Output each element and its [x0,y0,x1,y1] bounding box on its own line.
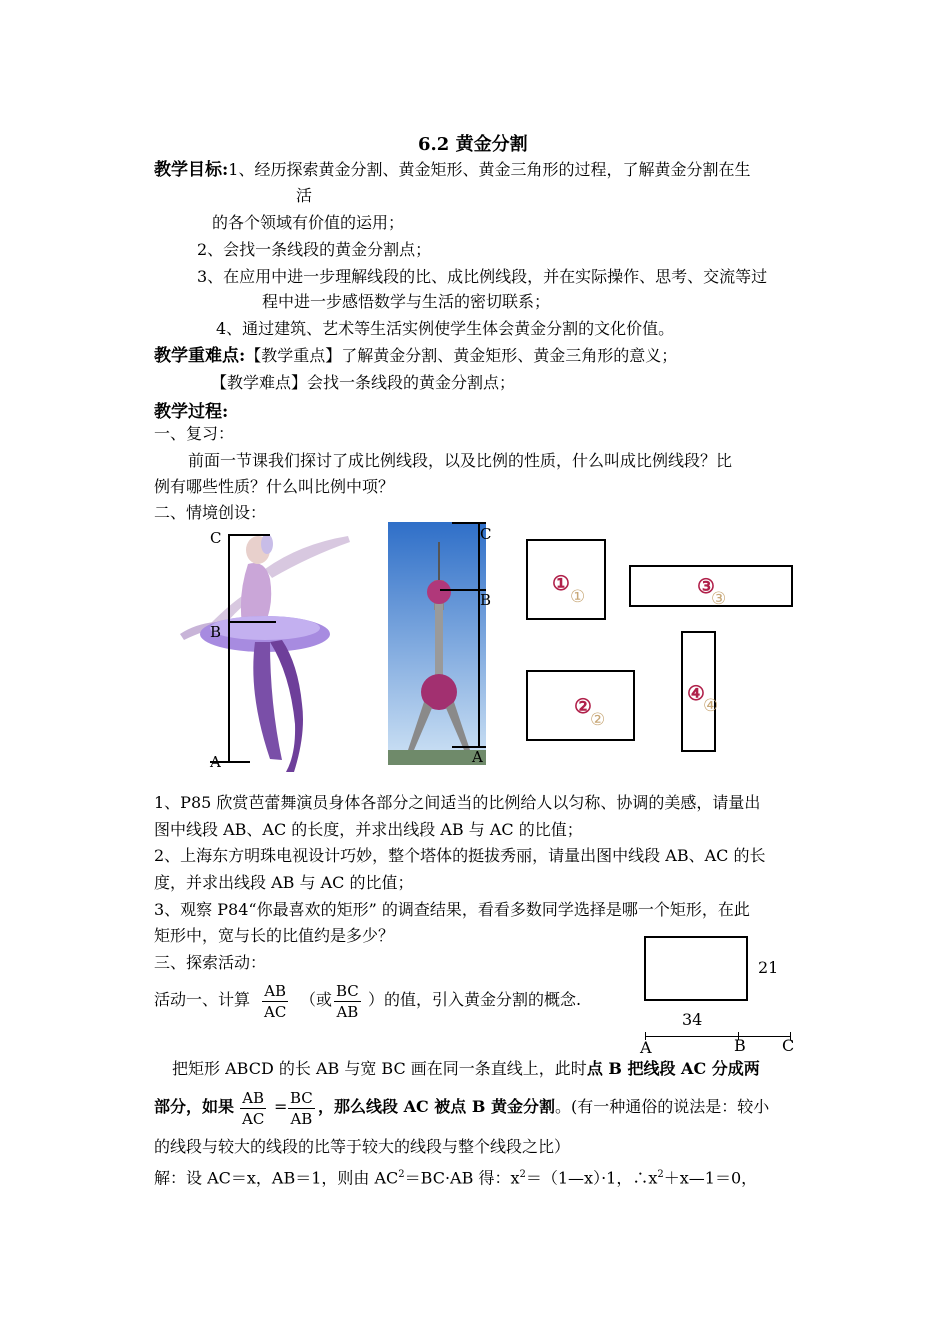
rectangle-1-label: ① [552,571,570,595]
fraction-numerator: AB [242,1089,265,1107]
question-1-line2: 图中线段 AB、AC 的长度，并求出线段 AB 与 AC 的比值； [154,820,583,839]
rectangle-length-label: 34 [682,1010,703,1029]
definition-line2-plain: 。(有一种通俗的说法是：较小 [554,1097,770,1116]
ballerina-vertical-line [228,534,230,762]
definition-line2-bold: ，那么线段 AC 被点 B 黄金分割 [318,1097,555,1116]
objective-1: 1、经历探索黄金分割、黄金矩形、黄金三角形的过程，了解黄金分割在生 [228,160,751,179]
ballerina-tick-b [228,621,276,623]
question-3-line2: 矩形中，宽与长的比值约是多少？ [154,926,395,945]
objective-1-cont: 的各个领域有价值的运用； [212,213,405,232]
definition-fraction-ab-ac [240,1089,266,1128]
objectives-label: 教学目标: [154,160,229,180]
section1-heading: 一、复习： [154,424,235,443]
activity-suffix: ）的值，引入黄金分割的概念. [368,990,582,1009]
fraction-denominator: AC [264,1003,287,1021]
definition-equals: = [274,1097,288,1116]
tower-label-b: B [480,591,492,609]
activity-or: （或 [300,990,333,1009]
objective-2: 2、会找一条线段的黄金分割点； [197,240,432,259]
question-3-line1: 3、观察 P84“你最喜欢的矩形” 的调查结果，看看多数同学选择是哪一个矩形，在此 [154,900,750,919]
rectangle-3-sublabel: ③ [711,589,727,609]
rectangle-1 [526,539,606,620]
process-label: 教学过程: [154,402,229,422]
objective-3: 3、在应用中进一步理解线段的比、成比例线段，并在实际操作、思考、交流等过 [197,267,768,286]
activity-fraction-ab-ac [262,982,288,1021]
key-points-line [154,346,677,366]
rectangle-1-sublabel: ① [570,587,586,607]
tower-label-a: A [472,748,483,766]
ballerina-tick-c [228,534,270,536]
fraction-denominator: AC [242,1110,265,1128]
ballerina-label-a: A [210,753,221,771]
ballerina-label-c: C [210,529,222,547]
section1-para-line2: 例有哪些性质？什么叫比例中项？ [154,477,395,496]
tower-label-c: C [480,525,492,543]
superscript-2: 2 [398,1169,405,1180]
solution-line [154,1165,757,1188]
section1-para-line1: 前面一节课我们探讨了成比例线段，以及比例的性质，什么叫成比例线段？比 [188,451,733,470]
objective-4: 4、通过建筑、艺术等生活实例使学生体会黄金分割的文化价值。 [216,319,675,338]
definition-fraction-bc-ab [288,1089,315,1128]
segment-label-c: C [782,1036,795,1055]
ballerina-label-b: B [210,623,222,641]
segment-label-b: B [734,1036,746,1055]
superscript-2: 2 [657,1169,664,1180]
section3-heading: 三、探索活动： [154,953,267,972]
rectangle-4-label: ④ [687,681,705,705]
key-points-label: 教学重难点: [154,346,246,366]
solution-part-c: ＝（1—x）·1，∴x [525,1168,658,1188]
section2-heading: 二、情境创设： [154,503,267,522]
objective-3-cont: 程中进一步感悟数学与生活的密切联系； [262,292,551,311]
fraction-denominator: AB [290,1110,313,1128]
page-title: 6.2 黄金分割 [418,134,528,155]
ballerina-illustration [170,524,370,776]
objective-1-wrap: 活 [296,186,313,205]
rectangle-2-label: ② [574,694,592,718]
ballerina-figure [170,524,370,776]
definition-line1-plain: 把矩形 ABCD 的长 AB 与宽 BC 画在同一条直线上，此时 [172,1059,587,1078]
rectangle-3 [629,565,793,607]
rectangle-4-sublabel: ④ [703,696,719,716]
activity-fraction-bc-ab [334,982,361,1021]
definition-line2-start: 部分，如果 [154,1097,235,1116]
definition-line1-bold: 点 B 把线段 AC 分成两 [586,1059,760,1078]
rectangle-2 [526,670,635,741]
segment-label-a: A [640,1038,652,1057]
solution-part-b: ＝BC·AB 得：x [404,1168,520,1188]
fraction-denominator: AB [336,1003,359,1021]
question-1-line1: 1、P85 欣赏芭蕾舞演员身体各部分之间适当的比例给人以匀称、协调的美感，请量出 [154,793,761,812]
tower-figure [388,522,520,765]
fraction-numerator: BC [290,1089,313,1107]
key-difficulty: 【教学难点】会找一条线段的黄金分割点； [211,373,516,392]
rectangle-3-label: ③ [697,574,715,598]
definition-line3: 的线段与较大的线段的比等于较大的线段与整个线段之比） [154,1137,571,1156]
definition-line2-rest [318,1097,769,1117]
question-2-line1: 2、上海东方明珠电视设计巧妙，整个塔体的挺拔秀丽，请量出图中线段 AB、AC 的长 [154,846,766,865]
objectives-line1 [154,160,750,180]
rectangle-2-sublabel: ② [590,710,606,730]
rectangle-4 [681,631,719,752]
tower-vertical-line [478,522,480,748]
superscript-2: 2 [519,1169,526,1180]
golden-rectangle [644,936,748,1001]
solution-part-d: ＋x—1＝0， [663,1168,758,1188]
tower-photo [388,522,486,765]
solution-part-a: 解：设 AC＝x，AB＝1，则由 AC [154,1168,399,1188]
definition-line1 [172,1059,760,1079]
question-2-line2: 度，并求出线段 AB 与 AC 的比值； [154,873,414,892]
rectangle-width-label: 21 [758,958,779,977]
fraction-numerator: AB [264,982,287,1000]
segment-ac-line [645,1036,791,1037]
activity-prefix: 活动一、计算 [154,990,251,1009]
key-focus: 【教学重点】了解黄金分割、黄金矩形、黄金三角形的意义； [245,346,678,365]
fraction-numerator: BC [336,982,359,1000]
